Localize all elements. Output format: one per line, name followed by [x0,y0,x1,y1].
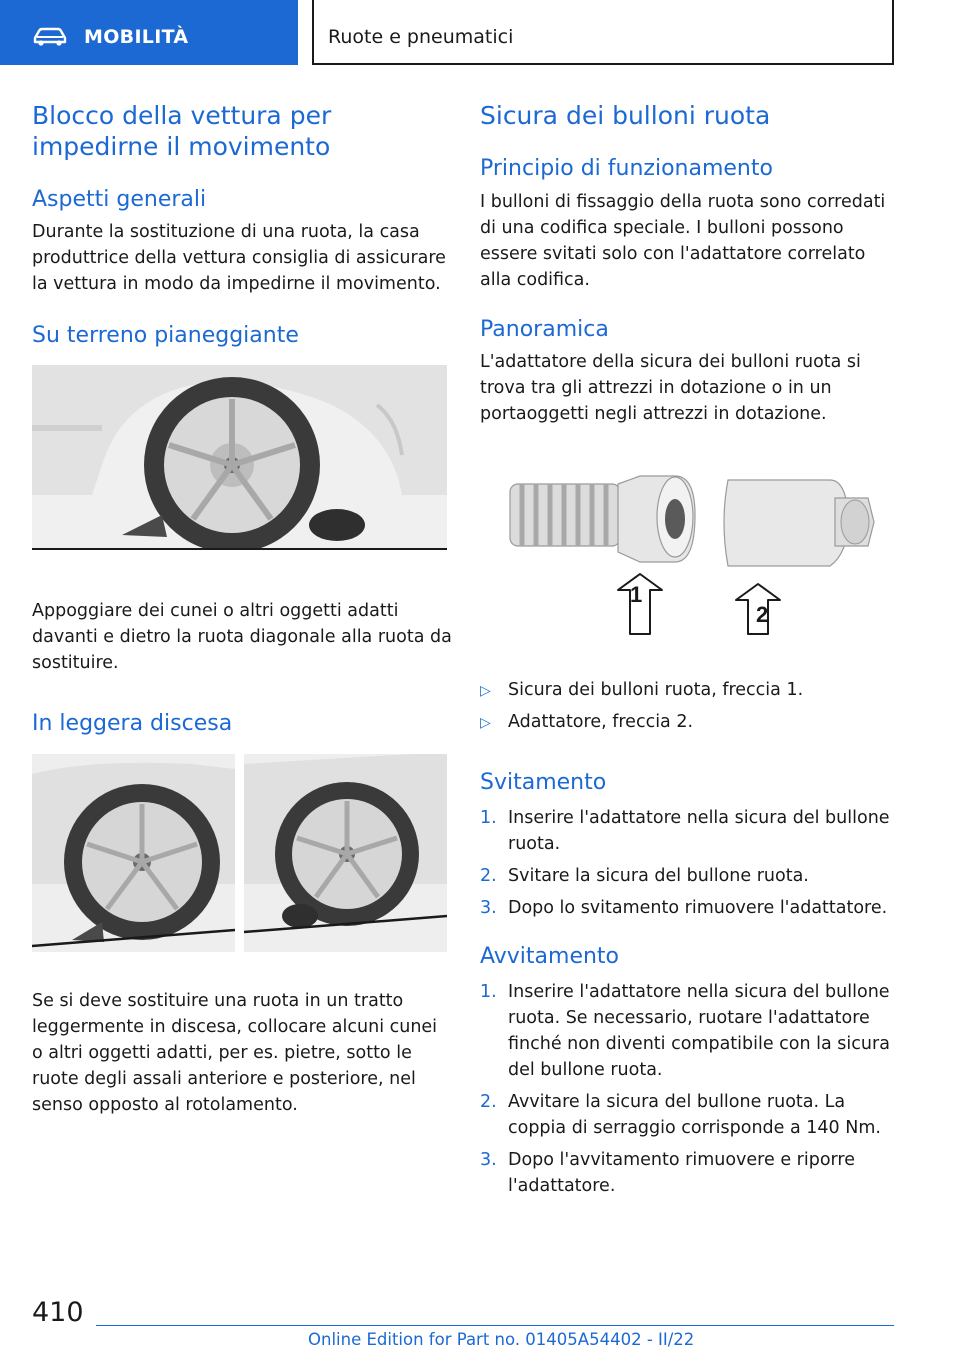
list-item: ▷ Sicura dei bulloni ruota, freccia 1. [480,677,895,703]
footer-rule [96,1325,894,1326]
screw-steps [480,979,895,1205]
unscrew-steps [480,805,895,927]
general-text: Durante la sostituzione di una ruota, la casa produttrice della vettura consiglia di assicurare la vettura in modo da impedirne il movimento. [32,222,446,294]
arrow-label-2: 2 [756,602,769,627]
wheel-slope-illustration [32,754,447,952]
page-number: 410 [32,1297,84,1328]
slope-heading: In leggera discesa [32,711,233,736]
triangle-bullet-icon: ▷ [480,683,491,699]
chapter-tab [312,0,894,65]
list-item: 2. Avvitare la sicura del bullone ruota. La coppia di serraggio corrisponde a 140 Nm. [480,1092,881,1138]
section-tab [0,0,298,65]
list-item: 3. Dopo lo svitamento rimuovere l'adattatore. [480,898,888,918]
triangle-bullet-icon: ▷ [480,715,491,731]
wheel-flat-illustration [32,365,447,550]
section-label: MOBILITÀ [84,26,189,48]
left-title: Blocco della vettura per impedirne il movimento [32,101,332,161]
overview-list [480,677,895,741]
car-icon [32,26,68,46]
principle-text: I bulloni di fissaggio della ruota sono corredati di una codifica speciale. I bulloni possono essere svitati solo con l'adattatore correlato alla codifica. [480,192,886,290]
general-heading: Aspetti generali [32,187,207,212]
list-item: ▷ Adattatore, freccia 2. [480,709,895,735]
slope-text: Se si deve sostituire una ruota in un tratto leggermente in discesa, collocare alcuni cunei o altri oggetti adatti, per es. pietre, sotto le ruote degli assali anteriore e posteriore, nel senso opposto al rotolamento. [32,991,438,1115]
list-item: 3. Dopo l'avvitamento rimuovere e riporre l'adattatore. [480,1150,855,1196]
flat-text: Appoggiare dei cunei o altri oggetti adatti davanti e dietro la ruota diagonale alla ruota da sostituire. [32,601,452,673]
overview-heading: Panoramica [480,317,609,342]
arrow-label-1: 1 [630,582,643,607]
right-title: Sicura dei bulloni ruota [480,101,771,130]
screw-heading: Avvitamento [480,944,620,969]
principle-heading: Principio di funzionamento [480,156,773,181]
chapter-label: Ruote e pneumatici [328,26,514,48]
flat-heading: Su terreno pianeggiante [32,323,299,348]
lock-bolt-adapter-illustration [500,462,890,646]
overview-text: L'adattatore della sicura dei bulloni ruota si trova tra gli attrezzi in dotazione o in un portaoggetti negli attrezzi in dotazione. [480,352,861,424]
footer-edition: Online Edition for Part no. 01405A54402 - II/22 [308,1330,695,1349]
unscrew-heading: Svitamento [480,770,607,795]
list-item: 1. Inserire l'adattatore nella sicura del bullone ruota. [480,808,890,854]
list-item: 2. Svitare la sicura del bullone ruota. [480,866,809,886]
list-item: 1. Inserire l'adattatore nella sicura del bullone ruota. Se necessario, ruotare l'adattatore finché non diventi compatibile con la sicura del bullone ruota. [480,982,890,1080]
